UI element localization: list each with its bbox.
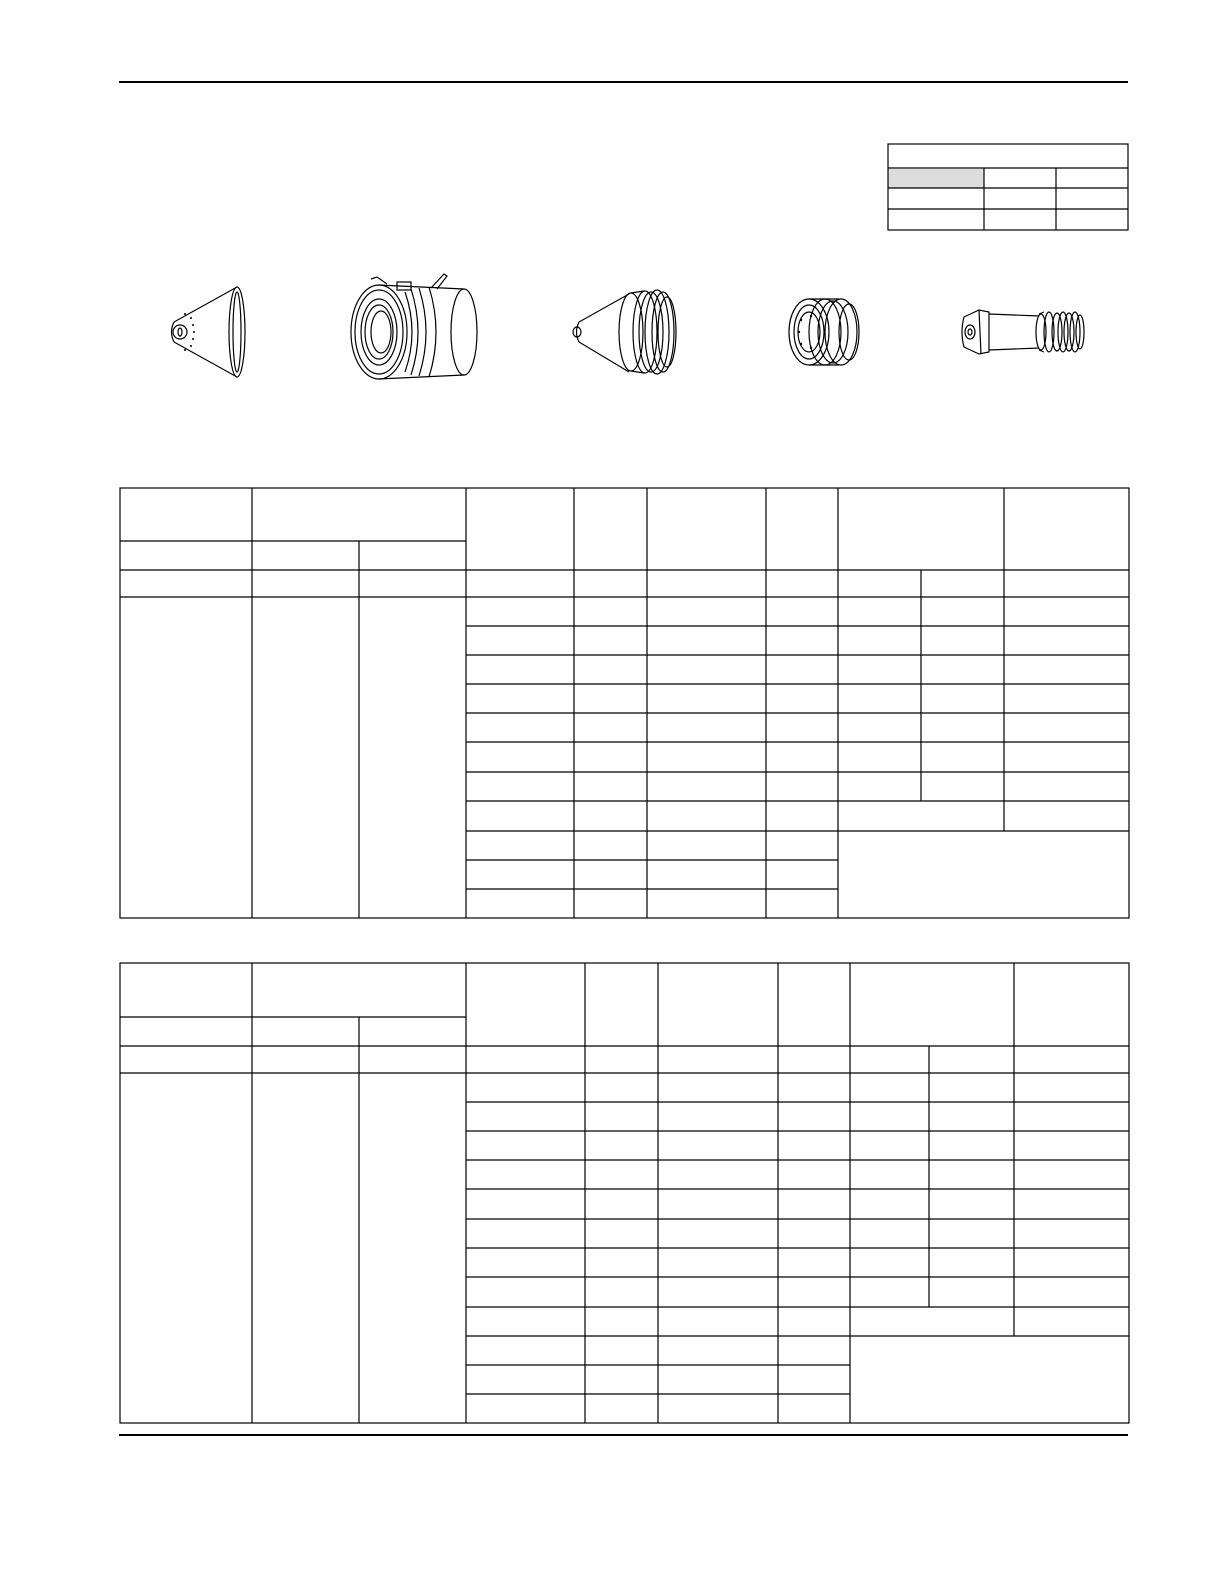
footer-rule [119, 1434, 1128, 1436]
cut-chart-table-1 [119, 487, 1130, 919]
cut-chart-table-2 [119, 962, 1130, 1424]
legend-table [887, 143, 1129, 231]
consumable-parts-row [119, 262, 1129, 402]
retaining-cap-drawing [351, 274, 477, 379]
shield-drawing [172, 287, 246, 377]
electrode-drawing [962, 310, 1084, 354]
swirl-ring-drawing [789, 299, 859, 365]
nozzle-drawing [573, 290, 676, 374]
header-rule [119, 81, 1128, 83]
